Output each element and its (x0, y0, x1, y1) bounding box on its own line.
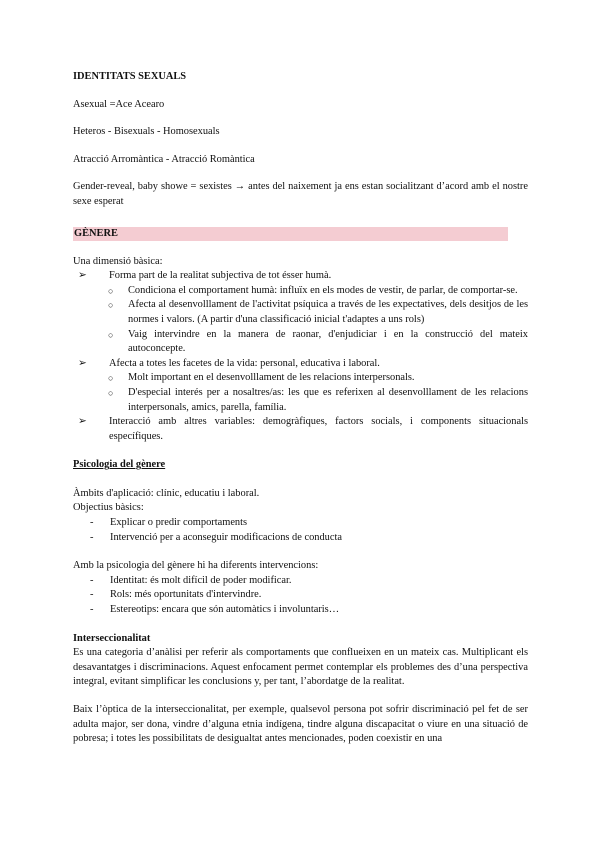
list-item-text: Rols: més oportunitats d'intervindre. (110, 589, 262, 601)
list-item (73, 415, 528, 444)
document-body (73, 70, 528, 747)
arrow-bullet-icon: ➢ (78, 357, 87, 369)
list-item (73, 357, 528, 372)
heading-psicologia-genere: Psicologia del gènere (73, 459, 166, 471)
list-item-text: Afecta al desenvolllament de l'activitat psíquica a través de les expectatives, dels desitjos de les normes i valors. (A partir d'una classificació inicial t'adaptes a uns rols) (128, 299, 528, 325)
line-attraction: Atracció Arromàntica - Atracció Romàntica (73, 153, 255, 165)
line-orientations: Heteros - Bisexuals - Homosexuals (73, 126, 220, 138)
paragraph-interseccionalitat-2: Baix l’òptica de la interseccionalitat, per exemple, qualsevol persona pot sofrir discriminació pel fet de ser adulta major, ser dona, vindre d’alguna etnia indígena, tindre alguna discapacitat o viure en una situació de pobresa; i totes les possibilitats de desigualtat antes mencionades, poden coexistir en una (73, 704, 528, 745)
dash-bullet-icon: - (90, 531, 94, 543)
ambits-line: Àmbits d'aplicació: clínic, educatiu i laboral. (73, 487, 260, 499)
list-item-text: Afecta a totes les facetes de la vida: personal, educativa i laboral. (109, 357, 380, 369)
list-item (73, 574, 528, 589)
list-item (73, 603, 528, 618)
dimension-list (73, 269, 528, 444)
document-title: IDENTITATS SEXUALS (73, 71, 187, 82)
arrow-bullet-icon: ➢ (78, 270, 87, 282)
dash-bullet-icon: - (90, 604, 94, 616)
objectius-intro: Objectius bàsics: (73, 502, 144, 514)
list-item-text: Condiciona el comportament humà: influïx en els modes de vestir, de parlar, de comportar-se. (128, 284, 518, 296)
intervencions-intro: Amb la psicologia del gènere hi ha diferents intervencions: (73, 560, 319, 572)
circle-bullet-icon: ○ (108, 300, 114, 311)
list-item (73, 588, 528, 603)
circle-bullet-icon: ○ (108, 329, 114, 340)
list-item-text: Identitat: és molt difícil de poder modificar. (110, 574, 292, 586)
dash-bullet-icon: - (90, 517, 94, 529)
intervencions-list (73, 574, 528, 618)
list-item-text: Molt important en el desenvolllament de les relacions interpersonals. (128, 372, 415, 384)
list-item-text: Interacció amb altres variables: demogràfiques, factors socials, i components situacionals específiques. (109, 416, 528, 442)
list-item-text: Forma part de la realitat subjectiva de tot ésser humà. (109, 270, 332, 282)
list-item-text: D'especial interés per a nosaltres/as: les que es referixen al desenvolllament de les relacions interpersonals, amics, parella, família. (128, 386, 528, 413)
circle-bullet-icon: ○ (108, 373, 114, 384)
list-item-text: Vaig intervindre en la manera de raonar, d'enjudiciar i en la construcció del mateix autoconcepte. (128, 328, 528, 355)
list-item (73, 371, 528, 386)
dash-bullet-icon: - (90, 574, 94, 586)
list-item-text: Estereotips: encara que són automàtics i involuntaris… (110, 604, 340, 616)
list-item-text: Explicar o predir comportaments (110, 517, 248, 529)
arrow-bullet-icon: ➢ (78, 416, 87, 428)
section-heading-genere: GÈNERE (73, 227, 508, 241)
list-item-text: Intervenció per a aconseguir modificacions de conducta (110, 531, 342, 543)
list-item (73, 328, 528, 357)
line-gender-reveal: Gender-reveal, baby showe = sexistes → antes del naixement ja ens estan socialitzant d’acord amb el nostre sexe esperat (73, 181, 528, 207)
list-item (73, 284, 528, 299)
line-asexual: Asexual =Ace Acearo (73, 98, 165, 110)
paragraph-interseccionalitat-1: Es una categoria d’anàlisi per referir als comportaments que conflueixen en un mateix cas. Multiplicant els desavantatges i discriminacions. Aquest enfocament permet contemplar els problemes des d’una perspectiva integral, evitant simplificar les conclusions y, per tant, l’abordatge de la realitat. (73, 647, 528, 688)
list-item (73, 386, 528, 415)
list-item (73, 516, 528, 531)
list-item (73, 531, 528, 546)
objectius-list (73, 516, 528, 545)
heading-interseccionalitat: Interseccionalitat (73, 632, 151, 644)
list-item (73, 298, 528, 327)
circle-bullet-icon: ○ (108, 285, 114, 296)
dash-bullet-icon: - (90, 589, 94, 601)
list-item (73, 269, 528, 284)
circle-bullet-icon: ○ (108, 387, 114, 398)
dimension-intro: Una dimensió bàsica: (73, 255, 163, 267)
